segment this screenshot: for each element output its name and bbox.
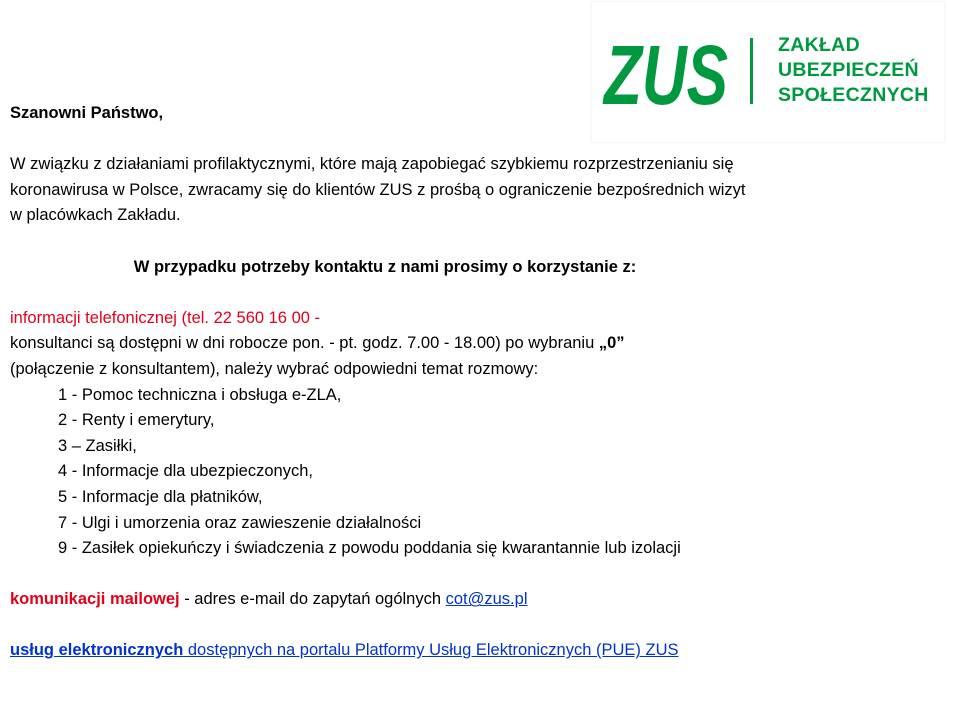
logo-text [778, 33, 929, 108]
email-info [10, 587, 930, 613]
intro-line-2: koronawirusa w Polsce, zwracamy się do klientów ZUS z prośbą o ograniczenie bezpośrednich wizyt [10, 180, 746, 199]
phone-option-9: 9 - Zasiłek opiekuńczy i świadczenia z powodu poddania się kwarantannie lub izolacji [58, 539, 681, 558]
logo-line-2: UBEZPIECZEŃ [778, 59, 919, 81]
phone-option-4: 4 - Informacje dla ubezpieczonych, [58, 462, 313, 481]
phone-info-line-1 [10, 331, 930, 357]
phone-option-zero: „0” [598, 334, 625, 353]
email-link[interactable]: cot@zus.pl [445, 590, 528, 609]
phone-option-7: 7 - Ulgi i umorzenia oraz zawieszenie działalności [58, 513, 422, 532]
phone-info-line-2: (połączenie z konsultantem), należy wybrać odpowiedni temat rozmowy: [10, 359, 539, 378]
electronic-services-label[interactable]: usług elektronicznych [10, 641, 184, 660]
phone-option-5: 5 - Informacje dla płatników, [58, 487, 263, 506]
phone-option-3: 3 – Zasiłki, [58, 436, 137, 455]
greeting: Szanowni Państwo, [10, 104, 164, 122]
logo-line-1: ZAKŁAD [778, 34, 860, 56]
logo-line-3: SPOŁECZNYCH [778, 84, 929, 106]
email-info-text: - adres e-mail do zapytań ogólnych [179, 590, 446, 609]
phone-info-label: informacji telefonicznej (tel. 22 560 16 00 - [10, 308, 321, 327]
electronic-services-link[interactable] [10, 638, 930, 664]
zus-wordmark-text: ZUS [602, 28, 728, 122]
electronic-services-text[interactable]: dostępnych na portalu Platformy Usług Elektronicznych (PUE) ZUS [183, 641, 679, 660]
email-info-label: komunikacji mailowej [10, 590, 180, 609]
phone-option-2: 2 - Renty i emerytury, [58, 411, 215, 430]
contact-heading: W przypadku potrzeby kontaktu z nami prosimy o korzystanie z: [133, 257, 637, 276]
phone-option-1: 1 - Pomoc techniczna i obsługa e-ZLA, [58, 385, 342, 404]
intro-line-1: W związku z działaniami profilaktycznymi, które mają zapobiegać szybkiemu rozprzestrzenianiu się [10, 155, 734, 174]
phone-hours-text: konsultanci są dostępni w dni robocze pon. - pt. godz. 7.00 - 18.00) po wybraniu [10, 334, 599, 353]
intro-line-3: w placówkach Zakładu. [10, 206, 181, 225]
logo-separator [750, 38, 753, 104]
notice-content [10, 101, 930, 664]
